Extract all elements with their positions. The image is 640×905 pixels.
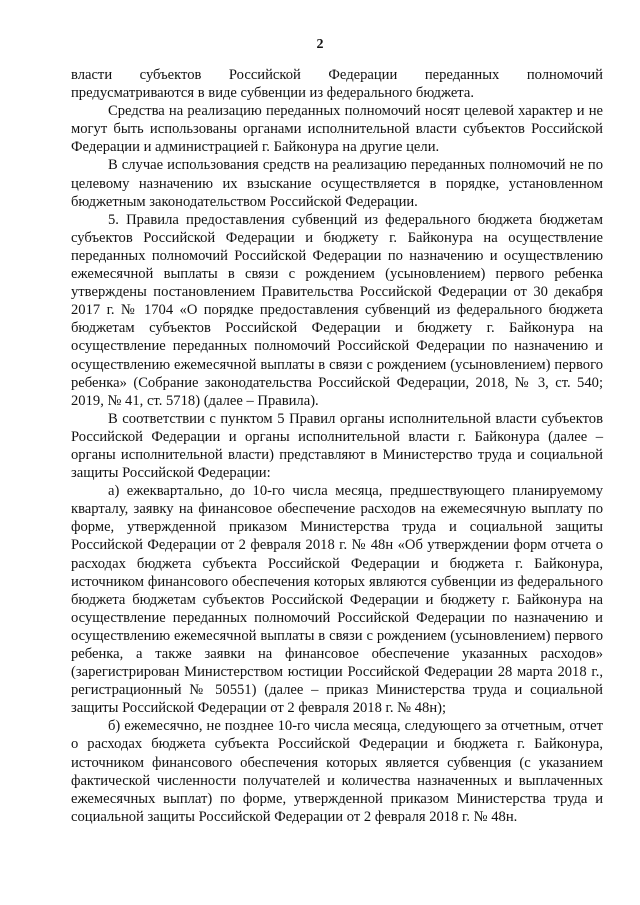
paragraph-continuation: власти субъектов Российской Федерации переданных полномочий предусматриваются в виде субвенции из федерального бюджета.: [71, 67, 603, 102]
paragraph-item-b-monthly: б) ежемесячно, не позднее 10-го числа месяца, следующего за отчетным, отчет о расходах бюджета субъекта Российской Федерации и бюджета г. Байконура, источником финансового обеспечения которых является субвенция (с указанием фактической численности получателей и количества назначенных и выплаченных ежемесячных выплат) по форме, утвержденной приказом Министерства труда и социальной защиты Российской Федерации от 2 февраля 2018 г. № 48н.: [71, 718, 603, 825]
page-number: 2: [316, 37, 324, 52]
paragraph-item-a-quarterly: а) ежеквартально, до 10-го числа месяца, предшествующего планируемому кварталу, заявку на финансовое обеспечение расходов на ежемесячную выплату по форме, утвержденной приказом Министерства труда и социальной защиты Российской Федерации от 2 февраля 2018 г. № 48н «Об утверждении форм отчета о расходах бюджета субъекта Российской Федерации и бюджета г. Байконура, источником финансового обеспечения которых являются субвенции из федерального бюджета бюджетам субъектов Российской Федерации и бюджету г. Байконура на осуществление переданных полномочий Российской Федерации по назначению и осуществлению ежемесячной выплаты в связи с рождением (усыновлением) первого ребенка, а также заявки на финансовое обеспечение указанных расходов» (зарегистрирован Министерством юстиции Российской Федерации 28 марта 2018 г., регистрационный № 50551) (далее – приказ Министерства труда и социальной защиты Российской Федерации от 2 февраля 2018 г. № 48н);: [71, 483, 603, 717]
paragraph-item-5-rules: 5. Правила предоставления субвенций из федерального бюджета бюджетам субъектов Российской Федерации и бюджету г. Байконура на осуществление переданных полномочий Российской Федерации по назначению и осуществлению ежемесячной выплаты в связи с рождением (усыновлением) первого ребенка утверждены постановлением Правительства Российской Федерации от 30 декабря 2017 г. № 1704 «О порядке предоставления субвенций из федерального бюджета бюджетам субъектов Российской Федерации и бюджету г. Байконура на осуществление переданных полномочий Российской Федерации по назначению и осуществлению ежемесячной выплаты в связи с рождением (усыновлением) первого ребенка» (Собрание законодательства Российской Федерации, 2018, № 3, ст. 540; 2019, № 41, ст. 5718) (далее – Правила).: [71, 211, 603, 409]
paragraph-reporting-intro: В соответствии с пунктом 5 Правил органы исполнительной власти субъектов Российской Федерации и органы исполнительной власти г. Байконура (далее – органы исполнительной власти) представляют в Министерство труда и социальной защиты Российской Федерации:: [71, 410, 603, 482]
paragraph-misuse-recovery: В случае использования средств на реализацию переданных полномочий не по целевому назначению их взыскание осуществляется в порядке, установленном бюджетным законодательством Российской Федерации.: [71, 157, 603, 210]
paragraph-target-use: Средства на реализацию переданных полномочий носят целевой характер и не могут быть использованы органами исполнительной власти субъектов Российской Федерации и администрацией г. Байконура на другие цели.: [71, 103, 603, 156]
document-body: [71, 66, 603, 826]
